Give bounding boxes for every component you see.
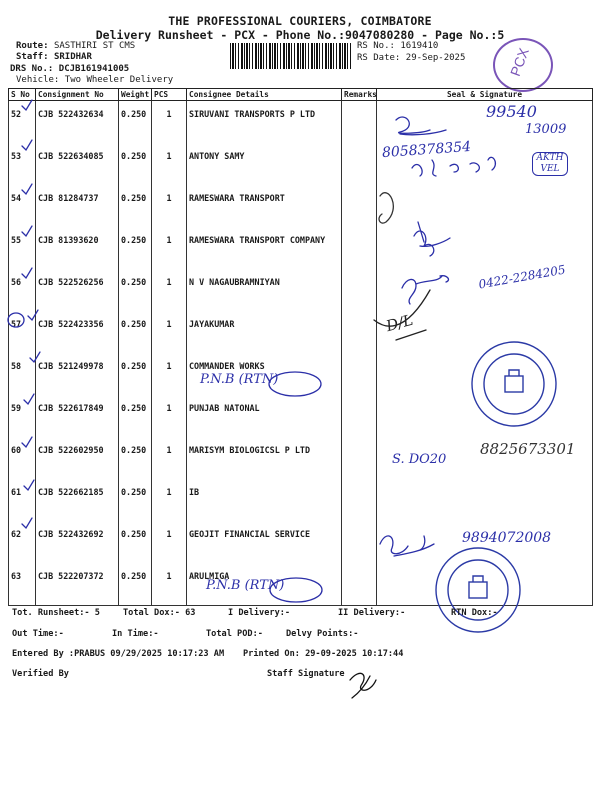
hw-row58-pnb-rtn: P.N.B (RTN) bbox=[200, 372, 279, 387]
rs-date-line bbox=[357, 53, 465, 63]
row-pcs: 1 bbox=[152, 311, 187, 353]
hw-row60-phone: 8825673301 bbox=[480, 440, 576, 458]
staff-signature-label: Staff Signature bbox=[267, 669, 345, 679]
rs-date-label: RS Date: bbox=[357, 53, 401, 63]
rs-no-line bbox=[357, 41, 438, 51]
drs-line bbox=[10, 64, 129, 74]
drs-label: DRS No.: bbox=[10, 64, 54, 74]
row-sno: 63 bbox=[9, 563, 36, 606]
row-remarks bbox=[342, 227, 377, 269]
row-remarks bbox=[342, 311, 377, 353]
row-consignee: ANTONY SAMY bbox=[187, 143, 342, 185]
rs-date-value: 29-Sep-2025 bbox=[405, 53, 466, 63]
runsheet-subtitle: Delivery Runsheet - PCX - Phone No.:9047080280 - Page No.:5 bbox=[95, 28, 505, 42]
row-remarks bbox=[342, 353, 377, 395]
row-pcs: 1 bbox=[152, 395, 187, 437]
table-row bbox=[9, 395, 593, 437]
row-sno: 58 bbox=[9, 353, 36, 395]
row-sno: 53 bbox=[9, 143, 36, 185]
row-consignee: RAMESWARA TRANSPORT COMPANY bbox=[187, 227, 342, 269]
route-label: Route: bbox=[16, 41, 49, 51]
row-sno: 55 bbox=[9, 227, 36, 269]
row-weight: 0.250 bbox=[119, 395, 152, 437]
row-weight: 0.250 bbox=[119, 563, 152, 606]
row-remarks bbox=[342, 563, 377, 606]
company-title: THE PROFESSIONAL COURIERS, COIMBATORE bbox=[168, 14, 432, 28]
route-line bbox=[16, 41, 135, 51]
row-sno: 59 bbox=[9, 395, 36, 437]
row-pcs: 1 bbox=[152, 563, 187, 606]
out-time: Out Time:- bbox=[12, 629, 64, 639]
row-consignee: COMMANDER WORKS bbox=[187, 353, 342, 395]
row-consignee: SIRUVANI TRANSPORTS P LTD bbox=[187, 101, 342, 144]
verified-by: Verified By bbox=[12, 669, 69, 679]
row-consignee: GEOJIT FINANCIAL SERVICE bbox=[187, 521, 342, 563]
row-consignment-no: CJB 522602950 bbox=[36, 437, 119, 479]
row-pcs: 1 bbox=[152, 437, 187, 479]
row-seal-signature bbox=[377, 185, 593, 227]
runsheet-table bbox=[8, 88, 593, 606]
row-seal-signature bbox=[377, 563, 593, 606]
row-pcs: 1 bbox=[152, 227, 187, 269]
row-remarks bbox=[342, 479, 377, 521]
row-pcs: 1 bbox=[152, 185, 187, 227]
row-remarks bbox=[342, 269, 377, 311]
rtn-dox: RTN Dox:- bbox=[451, 608, 498, 618]
table-header-row bbox=[9, 89, 593, 101]
row-consignment-no: CJB 521249978 bbox=[36, 353, 119, 395]
hw-row63-pnb-rtn: P.N.B (RTN) bbox=[206, 578, 285, 593]
row-consignee: IB bbox=[187, 479, 342, 521]
hw-row62-phone: 9894072008 bbox=[462, 530, 552, 546]
hw-row52-number: 99540 bbox=[486, 102, 537, 121]
table-row bbox=[9, 353, 593, 395]
table-row bbox=[9, 479, 593, 521]
rs-no-value: 1619410 bbox=[400, 41, 439, 51]
pcx-stamp bbox=[493, 38, 553, 92]
row-pcs: 1 bbox=[152, 101, 187, 144]
row-consignment-no: CJB 522634085 bbox=[36, 143, 119, 185]
vehicle-label: Vehicle: bbox=[16, 75, 60, 85]
total-pod: Total POD:- bbox=[206, 629, 263, 639]
row-sno: 57 bbox=[9, 311, 36, 353]
row-weight: 0.250 bbox=[119, 185, 152, 227]
row-weight: 0.250 bbox=[119, 353, 152, 395]
col-consignee: Consignee Details bbox=[187, 89, 342, 101]
col-consignment: Consignment No bbox=[36, 89, 119, 101]
table-row bbox=[9, 185, 593, 227]
row-consignee: N V NAGAUBRAMNIYAN bbox=[187, 269, 342, 311]
row-remarks bbox=[342, 395, 377, 437]
row-seal-signature bbox=[377, 353, 593, 395]
row-consignment-no: CJB 522617849 bbox=[36, 395, 119, 437]
table-row bbox=[9, 143, 593, 185]
staff-signature-scribble bbox=[350, 673, 376, 698]
barcode bbox=[230, 43, 352, 69]
row-consignment-no: CJB 522662185 bbox=[36, 479, 119, 521]
table-row bbox=[9, 311, 593, 353]
row-weight: 0.250 bbox=[119, 101, 152, 144]
tot-runsheet: Tot. Runsheet:- 5 bbox=[12, 608, 100, 618]
row-sno: 56 bbox=[9, 269, 36, 311]
row-sno: 62 bbox=[9, 521, 36, 563]
row-weight: 0.250 bbox=[119, 521, 152, 563]
row-weight: 0.250 bbox=[119, 437, 152, 479]
row-pcs: 1 bbox=[152, 479, 187, 521]
printed-on: Printed On: 29-09-2025 10:17:44 bbox=[243, 649, 404, 659]
row-remarks bbox=[342, 437, 377, 479]
in-time: In Time:- bbox=[112, 629, 159, 639]
row-pcs: 1 bbox=[152, 269, 187, 311]
row-pcs: 1 bbox=[152, 521, 187, 563]
row-consignee: ARULMIGA bbox=[187, 563, 342, 606]
staff-line bbox=[16, 52, 92, 62]
col-weight: Weight bbox=[119, 89, 152, 101]
row-consignment-no: CJB 522432692 bbox=[36, 521, 119, 563]
table-row bbox=[9, 227, 593, 269]
staff-value: SRIDHAR bbox=[53, 52, 92, 62]
row-weight: 0.250 bbox=[119, 227, 152, 269]
row-consignment-no: CJB 81393620 bbox=[36, 227, 119, 269]
total-dox: Total Dox:- 63 bbox=[123, 608, 196, 618]
row-weight: 0.250 bbox=[119, 143, 152, 185]
row-weight: 0.250 bbox=[119, 479, 152, 521]
delvy-points: Delvy Points:- bbox=[286, 629, 359, 639]
i-delivery: I Delivery:- bbox=[228, 608, 291, 618]
row-pcs: 1 bbox=[152, 353, 187, 395]
row-seal-signature bbox=[377, 395, 593, 437]
row-sno: 54 bbox=[9, 185, 36, 227]
entered-by: Entered By :PRABUS 09/29/2025 10:17:23 AM bbox=[12, 649, 225, 659]
staff-label: Staff: bbox=[16, 52, 49, 62]
row-consignee: RAMESWARA TRANSPORT bbox=[187, 185, 342, 227]
table-row bbox=[9, 563, 593, 606]
row-consignment-no: CJB 522432634 bbox=[36, 101, 119, 144]
row-pcs: 1 bbox=[152, 143, 187, 185]
row-consignee: JAYAKUMAR bbox=[187, 311, 342, 353]
hw-row53-phone: 8058378354 bbox=[381, 138, 472, 162]
row-consignment-no: CJB 522526256 bbox=[36, 269, 119, 311]
col-remarks: Remarks bbox=[342, 89, 377, 101]
hw-row52-number2: 13009 bbox=[525, 122, 567, 137]
row-consignment-no: CJB 522207372 bbox=[36, 563, 119, 606]
row-consignee: MARISYM BIOLOGICSL P LTD bbox=[187, 437, 342, 479]
row-sno: 61 bbox=[9, 479, 36, 521]
pcx-stamp-text: PCX bbox=[506, 45, 532, 79]
row-weight: 0.250 bbox=[119, 311, 152, 353]
row-sno: 52 bbox=[9, 101, 36, 144]
vehicle-line bbox=[16, 75, 173, 85]
col-pcs: PCS bbox=[152, 89, 187, 101]
row-weight: 0.250 bbox=[119, 269, 152, 311]
drs-value: DCJB161941005 bbox=[58, 64, 130, 74]
row-consignment-no: CJB 81284737 bbox=[36, 185, 119, 227]
col-seal-signature: Seal & Signature bbox=[377, 89, 593, 101]
row-remarks bbox=[342, 101, 377, 144]
route-value: SASTHIRI ST CMS bbox=[53, 41, 136, 51]
row-consignment-no: CJB 522423356 bbox=[36, 311, 119, 353]
row-seal-signature bbox=[377, 479, 593, 521]
row-sno: 60 bbox=[9, 437, 36, 479]
row-remarks bbox=[342, 185, 377, 227]
hw-row57-dl: D/L bbox=[384, 310, 415, 336]
vehicle-value: Two Wheeler Delivery bbox=[64, 75, 174, 85]
row-consignee: PUNJAB NATONAL bbox=[187, 395, 342, 437]
row-remarks bbox=[342, 143, 377, 185]
hw-row53-name: AKTH VEL bbox=[532, 152, 568, 176]
hw-row56-phone: 0422-2284205 bbox=[477, 262, 567, 292]
col-sno: S No bbox=[9, 89, 36, 101]
row-remarks bbox=[342, 521, 377, 563]
hw-row60-name: S. DO20 bbox=[392, 452, 447, 467]
ii-delivery: II Delivery:- bbox=[338, 608, 406, 618]
rs-no-label: RS No.: bbox=[357, 41, 395, 51]
